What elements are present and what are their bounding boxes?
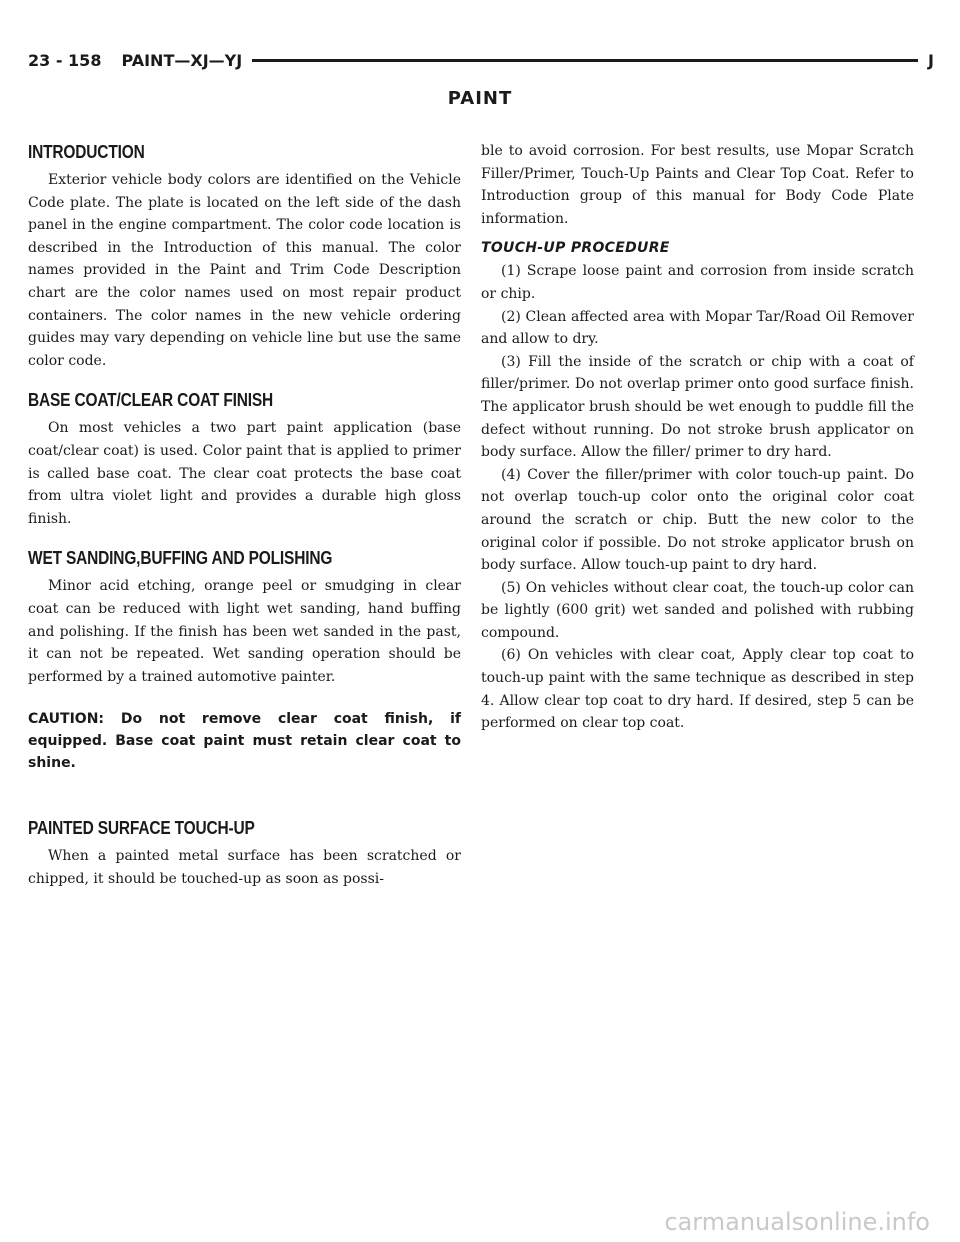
page-number: 23 - 158: [28, 50, 102, 70]
touch-up-text-continued: ble to avoid corrosion. For best results, use Mopar Scratch Filler/Primer, Touch-Up Paints and Clear Top Coat. Refer to Introduction group of this manual for Body Code Plate information.: [481, 143, 914, 227]
wet-sanding-heading: WET SANDING,BUFFING AND POLISHING: [28, 548, 333, 569]
right-column: [481, 140, 914, 735]
procedure-step: (4) Cover the filler/primer with color touch-up paint. Do not overlap touch-up color onto the original color coat around the scratch or chip. Butt the new color to the original color if possible. Do not stroke applicator brush on body surface. Allow touch-up paint to dry hard.: [481, 466, 914, 574]
watermark-link[interactable]: carmanualsonline.info: [664, 1208, 930, 1236]
base-coat-heading: BASE COAT/CLEAR COAT FINISH: [28, 390, 274, 411]
page-title: PAINT: [447, 88, 513, 109]
procedure-step: (6) On vehicles with clear coat, Apply clear top coat to touch-up paint with the same technique as described in step 4. Allow clear top coat to dry hard. If desired, step 5 can be performed on clear top coat.: [481, 647, 914, 732]
procedure-step: (1) Scrape loose paint and corrosion from inside scratch or chip.: [481, 263, 914, 302]
procedure-step: (3) Fill the inside of the scratch or chip with a coat of filler/primer. Do not overlap primer onto good surface finish. The applicator brush should be wet enough to puddle fill the defect without running. Do not stroke brush applicator on body surface. Allow the filler/ primer to dry hard.: [481, 353, 914, 461]
introduction-heading: INTRODUCTION: [28, 142, 145, 162]
procedure-step: (5) On vehicles without clear coat, the touch-up color can be lightly (600 grit) wet sanded and polished with rubbing compound.: [481, 579, 914, 641]
caution-note: CAUTION: Do not remove clear coat finish, if equipped. Base coat paint must retain clear coat to shine.: [28, 711, 461, 772]
wet-sanding-text: Minor acid etching, orange peel or smudging in clear coat can be reduced with light wet sanding, hand buffing and polishing. If the finish has been wet sanded in the past, it can not be repeated. Wet sanding operation should be performed by a trained automotive painter.: [28, 578, 461, 685]
left-column: [28, 142, 461, 890]
touch-up-heading: PAINTED SURFACE TOUCH-UP: [28, 818, 255, 839]
section-title: PAINT—XJ—YJ: [121, 50, 243, 70]
header-rule: [252, 59, 918, 62]
introduction-text: Exterior vehicle body colors are identified on the Vehicle Code plate. The plate is located on the left side of the dash panel in the engine compartment. The color code location is described in the Introduction of this manual. The color names provided in the Paint and Trim Code Description chart are the color names used on most repair product containers. The color names in the new vehicle ordering guides may vary depending on vehicle line but use the same color code.: [28, 172, 461, 369]
section-letter: J: [928, 50, 934, 70]
procedure-heading: TOUCH-UP PROCEDURE: [481, 240, 670, 257]
base-coat-text: On most vehicles a two part paint application (base coat/clear coat) is used. Color paint that is applied to primer is called base coat. The clear coat protects the base coat from ultra violet light and provides a durable high gloss finish.: [28, 420, 461, 527]
touch-up-text: When a painted metal surface has been scratched or chipped, it should be touched-up as soon as possi-: [28, 848, 461, 887]
page-header: [28, 44, 934, 76]
procedure-step: (2) Clean affected area with Mopar Tar/Road Oil Remover and allow to dry.: [481, 308, 914, 348]
